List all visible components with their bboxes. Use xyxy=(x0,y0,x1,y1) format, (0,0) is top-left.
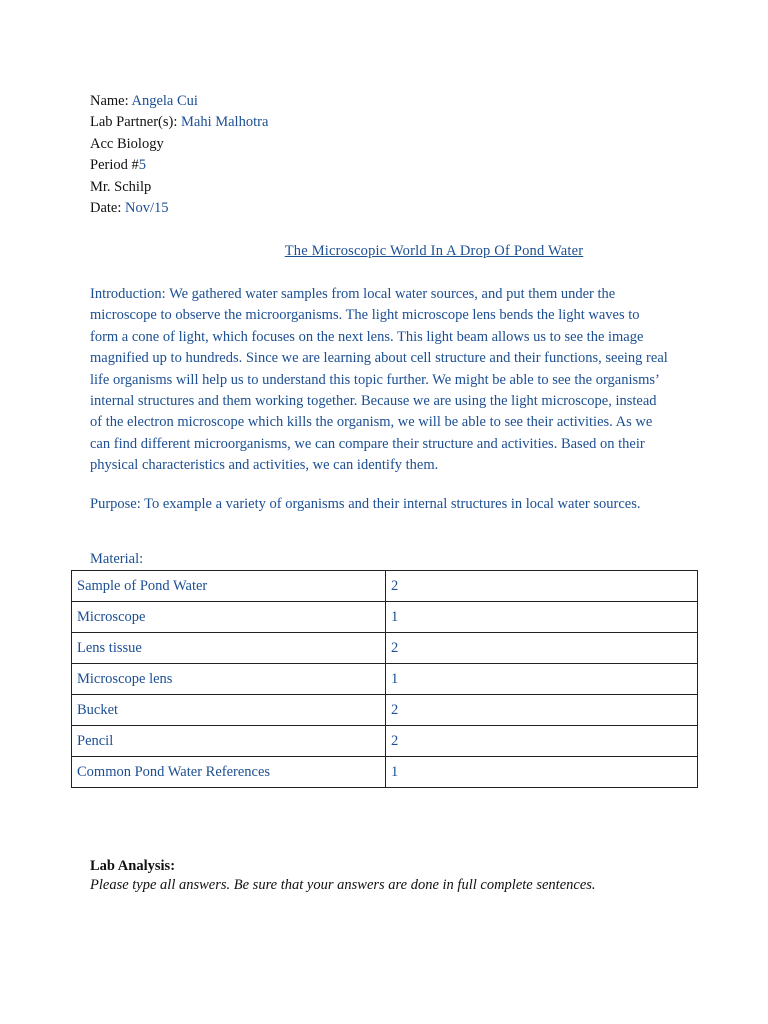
table-row xyxy=(72,602,698,633)
header-block xyxy=(90,91,268,219)
material-item: Microscope lens xyxy=(72,664,386,695)
teacher-line: Mr. Schilp xyxy=(90,178,152,195)
period-line xyxy=(90,155,268,176)
material-quantity: 2 xyxy=(386,571,698,602)
name-line xyxy=(90,91,268,112)
table-row xyxy=(72,695,698,726)
material-quantity: 2 xyxy=(386,726,698,757)
introduction-paragraph: Introduction: We gathered water samples from local water sources, and put them under the microscope to observe the microorganisms. The light microscope lens bends the light waves to form a cone of light, which focuses on the next lens. This light beam allows us to see the image magnified up to hundreds. Since we are learning about cell structure and their functions, seeing real life organisms will help us to understand this topic further. We might be able to see the organisms’ internal structures and them working together. Because we are using the light microscope, instead of the electron microscope which kills the organism, we will be able to see their activities. As we can find different microorganisms, we can compare their structure and activities. Based on their physical characteristics and activities, we can identify them. xyxy=(90,286,668,474)
material-quantity: 2 xyxy=(386,695,698,726)
purpose-paragraph: Purpose: To example a variety of organisms and their internal structures in local water sources. xyxy=(90,496,641,512)
material-quantity: 1 xyxy=(386,664,698,695)
table-row xyxy=(72,726,698,757)
date-line xyxy=(90,198,268,219)
period-value: 5 xyxy=(138,157,146,174)
material-item: Bucket xyxy=(72,695,386,726)
material-item: Common Pond Water References xyxy=(72,757,386,788)
material-item: Pencil xyxy=(72,726,386,757)
lab-partner-value: Mahi Malhotra xyxy=(181,114,269,131)
name-value: Angela Cui xyxy=(131,93,198,109)
material-quantity: 1 xyxy=(386,757,698,788)
material-item: Sample of Pond Water xyxy=(72,571,386,602)
lab-analysis-heading: Lab Analysis: xyxy=(90,858,176,874)
date-label: Date: xyxy=(90,200,126,217)
lab-partner-line xyxy=(90,112,268,133)
name-label: Name: xyxy=(90,93,132,109)
table-row xyxy=(72,664,698,695)
date-value: Nov/15 xyxy=(125,200,169,217)
material-item: Lens tissue xyxy=(72,633,386,664)
materials-table xyxy=(71,570,698,788)
material-item: Microscope xyxy=(72,602,386,633)
lab-analysis-instructions: Please type all answers. Be sure that your answers are done in full complete sentences. xyxy=(90,877,596,893)
material-quantity: 2 xyxy=(386,633,698,664)
course-line: Acc Biology xyxy=(90,135,164,152)
period-label: Period # xyxy=(90,157,139,174)
material-label: Material: xyxy=(90,551,144,567)
table-row xyxy=(72,757,698,788)
table-row xyxy=(72,571,698,602)
table-row xyxy=(72,633,698,664)
lab-partner-label: Lab Partner(s): xyxy=(90,114,181,131)
document-title: The Microscopic World In A Drop Of Pond Water xyxy=(284,243,584,259)
material-quantity: 1 xyxy=(386,602,698,633)
